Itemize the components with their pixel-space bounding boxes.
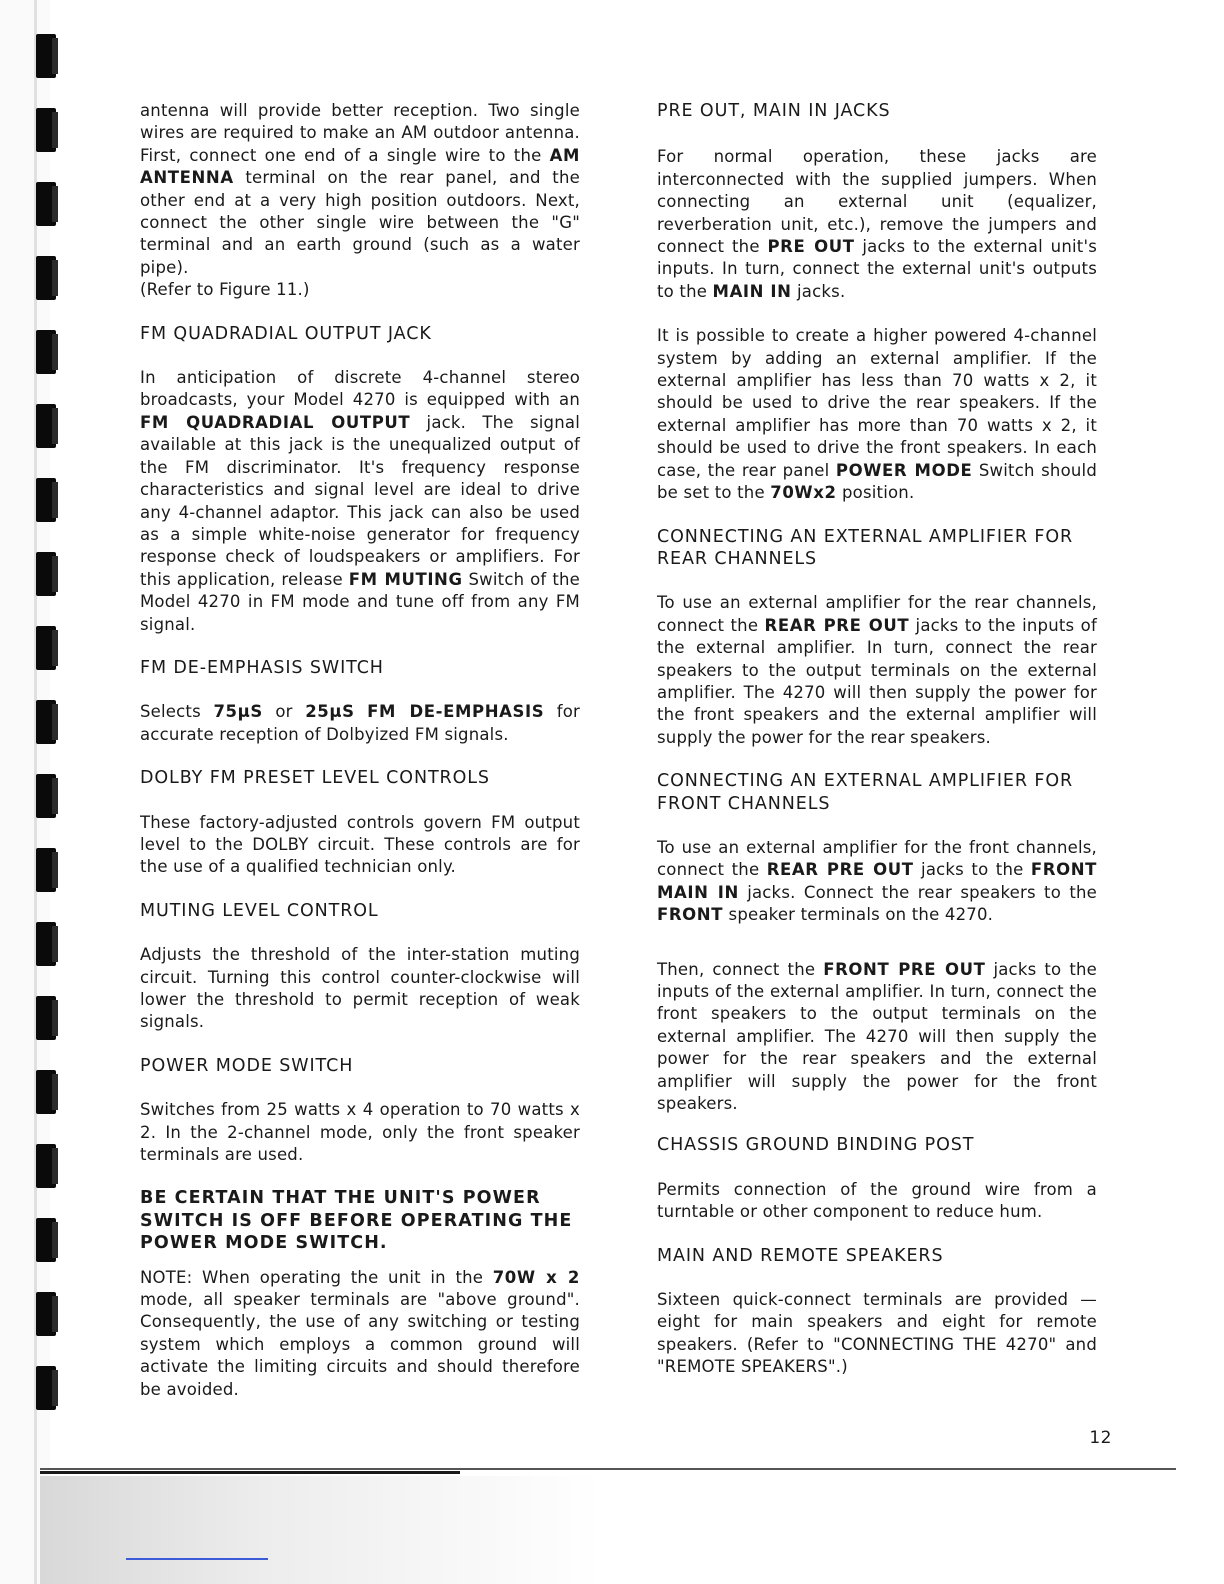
emphasis-term: REAR PRE OUT [764, 615, 910, 635]
paragraph-main-remote-speakers: Sixteen quick-connect terminals are provided — eight for main speakers and eight for remote speakers. (Refer to "CONNECTING THE 4270" and "REMOTE SPEAKERS".) [657, 1290, 1097, 1377]
paragraph-chassis-ground: Permits connection of the ground wire from a turntable or other component to reduce hum. [657, 1179, 1097, 1222]
emphasis-term: 70W x 2 [492, 1267, 580, 1287]
binding-hole [36, 700, 56, 744]
emphasis-term: 70Wx2 [770, 483, 837, 503]
emphasis-term: POWER MODE [835, 460, 973, 480]
binding-hole [36, 330, 56, 374]
emphasis-term: PRE OUT [767, 237, 855, 257]
binding-hole [36, 552, 56, 596]
emphasis-term: FRONT PRE OUT [823, 959, 986, 979]
emphasis-term: MAIN IN [712, 281, 792, 301]
spiral-binding [0, 0, 50, 1584]
emphasis-term: FRONT [657, 905, 724, 925]
binding-hole [36, 774, 56, 818]
paragraph-fm-deemphasis: Selects 75μS or 25μS FM DE-EMPHASIS for accurate reception of Dolbyized FM signals. [140, 702, 581, 744]
binding-hole [36, 108, 56, 152]
paragraph-power-mode: Switches from 25 watts x 4 operation to 70 watts x 2. In the 2-channel mode, only the front speaker terminals are used. [140, 1100, 580, 1165]
emphasis-term: FM DE-EMPHASIS [367, 702, 545, 722]
warning-power-switch: BE CERTAIN THAT THE UNIT'S POWER SWITCH IS OFF BEFORE OPERATING THE POWER MODE SWITCH. [140, 1188, 573, 1254]
binding-hole [36, 404, 56, 448]
binding-hole [36, 1218, 56, 1262]
binding-hole [36, 1366, 56, 1410]
binding-hole [36, 1070, 56, 1114]
paragraph-fm-quadradial: In anticipation of discrete 4-channel stereo broadcasts, your Model 4270 is equipped with an FM QUADRADIAL OUTPUT jack. The signal available at this jack is the unequalized output of the FM discriminator. It's frequency response characteristics and signal level are ideal to drive any 4-channel adaptor. This jack can also be used as a simple white-noise generator for frequency response check of loudspeakers or amplifiers. For this application, release FM MUTING Switch of the Model 4270 in FM mode and tune off from any FM signal. [140, 368, 580, 634]
page-shadow [40, 1476, 600, 1584]
binding-hole [36, 256, 56, 300]
binding-hole [36, 996, 56, 1040]
binding-hole [36, 1292, 56, 1336]
binding-hole [36, 922, 56, 966]
heading-power-mode: POWER MODE SWITCH [140, 1055, 354, 1076]
page-number: 12 [1089, 1428, 1112, 1448]
paragraph-front-pre-out: Then, connect the FRONT PRE OUT jacks to the inputs of the external amplifier. In turn, connect the front speakers to the output terminals on the external amplifier. The 4270 will then supply the power for the rear speakers and the external amplifier will supply the power for the front speakers. [657, 959, 1098, 1114]
emphasis-term: 75μS [213, 702, 263, 722]
emphasis-term: 25μS [305, 702, 355, 722]
emphasis-term: FM MUTING [348, 569, 463, 589]
paragraph-am-antenna: antenna will provide better reception. Two single wires are required to make an AM outdoor antenna. First, connect one end of a single wire to the AM ANTENNA terminal on the rear panel, and the other end at a very high position outdoors. Next, connect the other single wire between the "G" terminal and an earth ground (such as a water pipe). [140, 101, 580, 277]
emphasis-term: FM QUADRADIAL OUTPUT [140, 412, 411, 432]
right-column [657, 100, 1097, 1379]
heading-fm-quadradial: FM QUADRADIAL OUTPUT JACK [140, 323, 432, 344]
bottom-rule-shadow [40, 1471, 460, 1474]
heading-fm-deemphasis: FM DE-EMPHASIS SWITCH [140, 657, 384, 678]
paragraph-higher-powered: It is possible to create a higher powered 4-channel system by adding an external amplifier. If the external amplifier has less than 70 watts x 2, it should be used to drive the rear speakers. If the external amplifier has more than 70 watts x 2, it should be used to drive the front speakers. In each case, the rear panel POWER MODE Switch should be set to the 70Wx2 position. [657, 326, 1097, 503]
heading-main-remote-speakers: MAIN AND REMOTE SPEAKERS [657, 1245, 944, 1266]
binding-hole [36, 626, 56, 670]
binding-hole [36, 848, 56, 892]
binding-hole [36, 478, 56, 522]
emphasis-term: AM ANTENNA [140, 145, 580, 188]
binding-hole [36, 34, 56, 78]
left-column [140, 100, 580, 1401]
paragraph-rear-channels: To use an external amplifier for the rear channels, connect the REAR PRE OUT jacks to the inputs of the external amplifier. In turn, connect the rear speakers to the output terminals on the external amplifier. The 4270 will then supply the power for the front speakers and the external amplifier will supply the power for the rear speakers. [657, 593, 1097, 747]
paragraph-pre-out-main-in: For normal operation, these jacks are interconnected with the supplied jumpers. When connecting an external unit (equalizer, reverberation unit, etc.), remove the jumpers and connect the PRE OUT jacks to the external unit's inputs. In turn, connect the external unit's outputs to the MAIN IN jacks. [657, 147, 1097, 301]
paragraph-refer-figure: (Refer to Figure 11.) [140, 280, 310, 300]
bottom-rule [40, 1468, 1176, 1470]
paragraph-dolby-fm-preset: These factory-adjusted controls govern FM output level to the DOLBY circuit. These controls are for the use of a qualified technician only. [140, 812, 580, 877]
paragraph-note: NOTE: When operating the unit in the 70W x 2 mode, all speaker terminals are "above ground". Consequently, the use of any switching or testing system which employs a common ground will activate the limiting circuits and should therefore be avoided. [140, 1267, 580, 1399]
heading-pre-out-main-in: PRE OUT, MAIN IN JACKS [657, 101, 891, 121]
heading-chassis-ground: CHASSIS GROUND BINDING POST [657, 1135, 975, 1156]
emphasis-term: REAR PRE OUT [766, 860, 914, 880]
binding-hole [36, 182, 56, 226]
emphasis-term: FRONT MAIN IN [657, 860, 1097, 902]
heading-muting-level: MUTING LEVEL CONTROL [140, 900, 379, 921]
paragraph-muting-level: Adjusts the threshold of the inter-station muting circuit. Turning this control counter-clockwise will lower the threshold to permit reception of weak signals. [140, 945, 580, 1032]
blue-mark [126, 1558, 268, 1560]
heading-dolby-fm-preset: DOLBY FM PRESET LEVEL CONTROLS [140, 768, 490, 789]
heading-front-channels: CONNECTING AN EXTERNAL AMPLIFIER FOR FRONT CHANNELS [657, 771, 1074, 814]
paragraph-front-channels: To use an external amplifier for the front channels, connect the REAR PRE OUT jacks to the FRONT MAIN IN jacks. Connect the rear speakers to the FRONT speaker terminals on the 4270. [657, 837, 1097, 925]
heading-rear-channels: CONNECTING AN EXTERNAL AMPLIFIER FOR REAR CHANNELS [657, 526, 1074, 569]
binding-hole [36, 1144, 56, 1188]
